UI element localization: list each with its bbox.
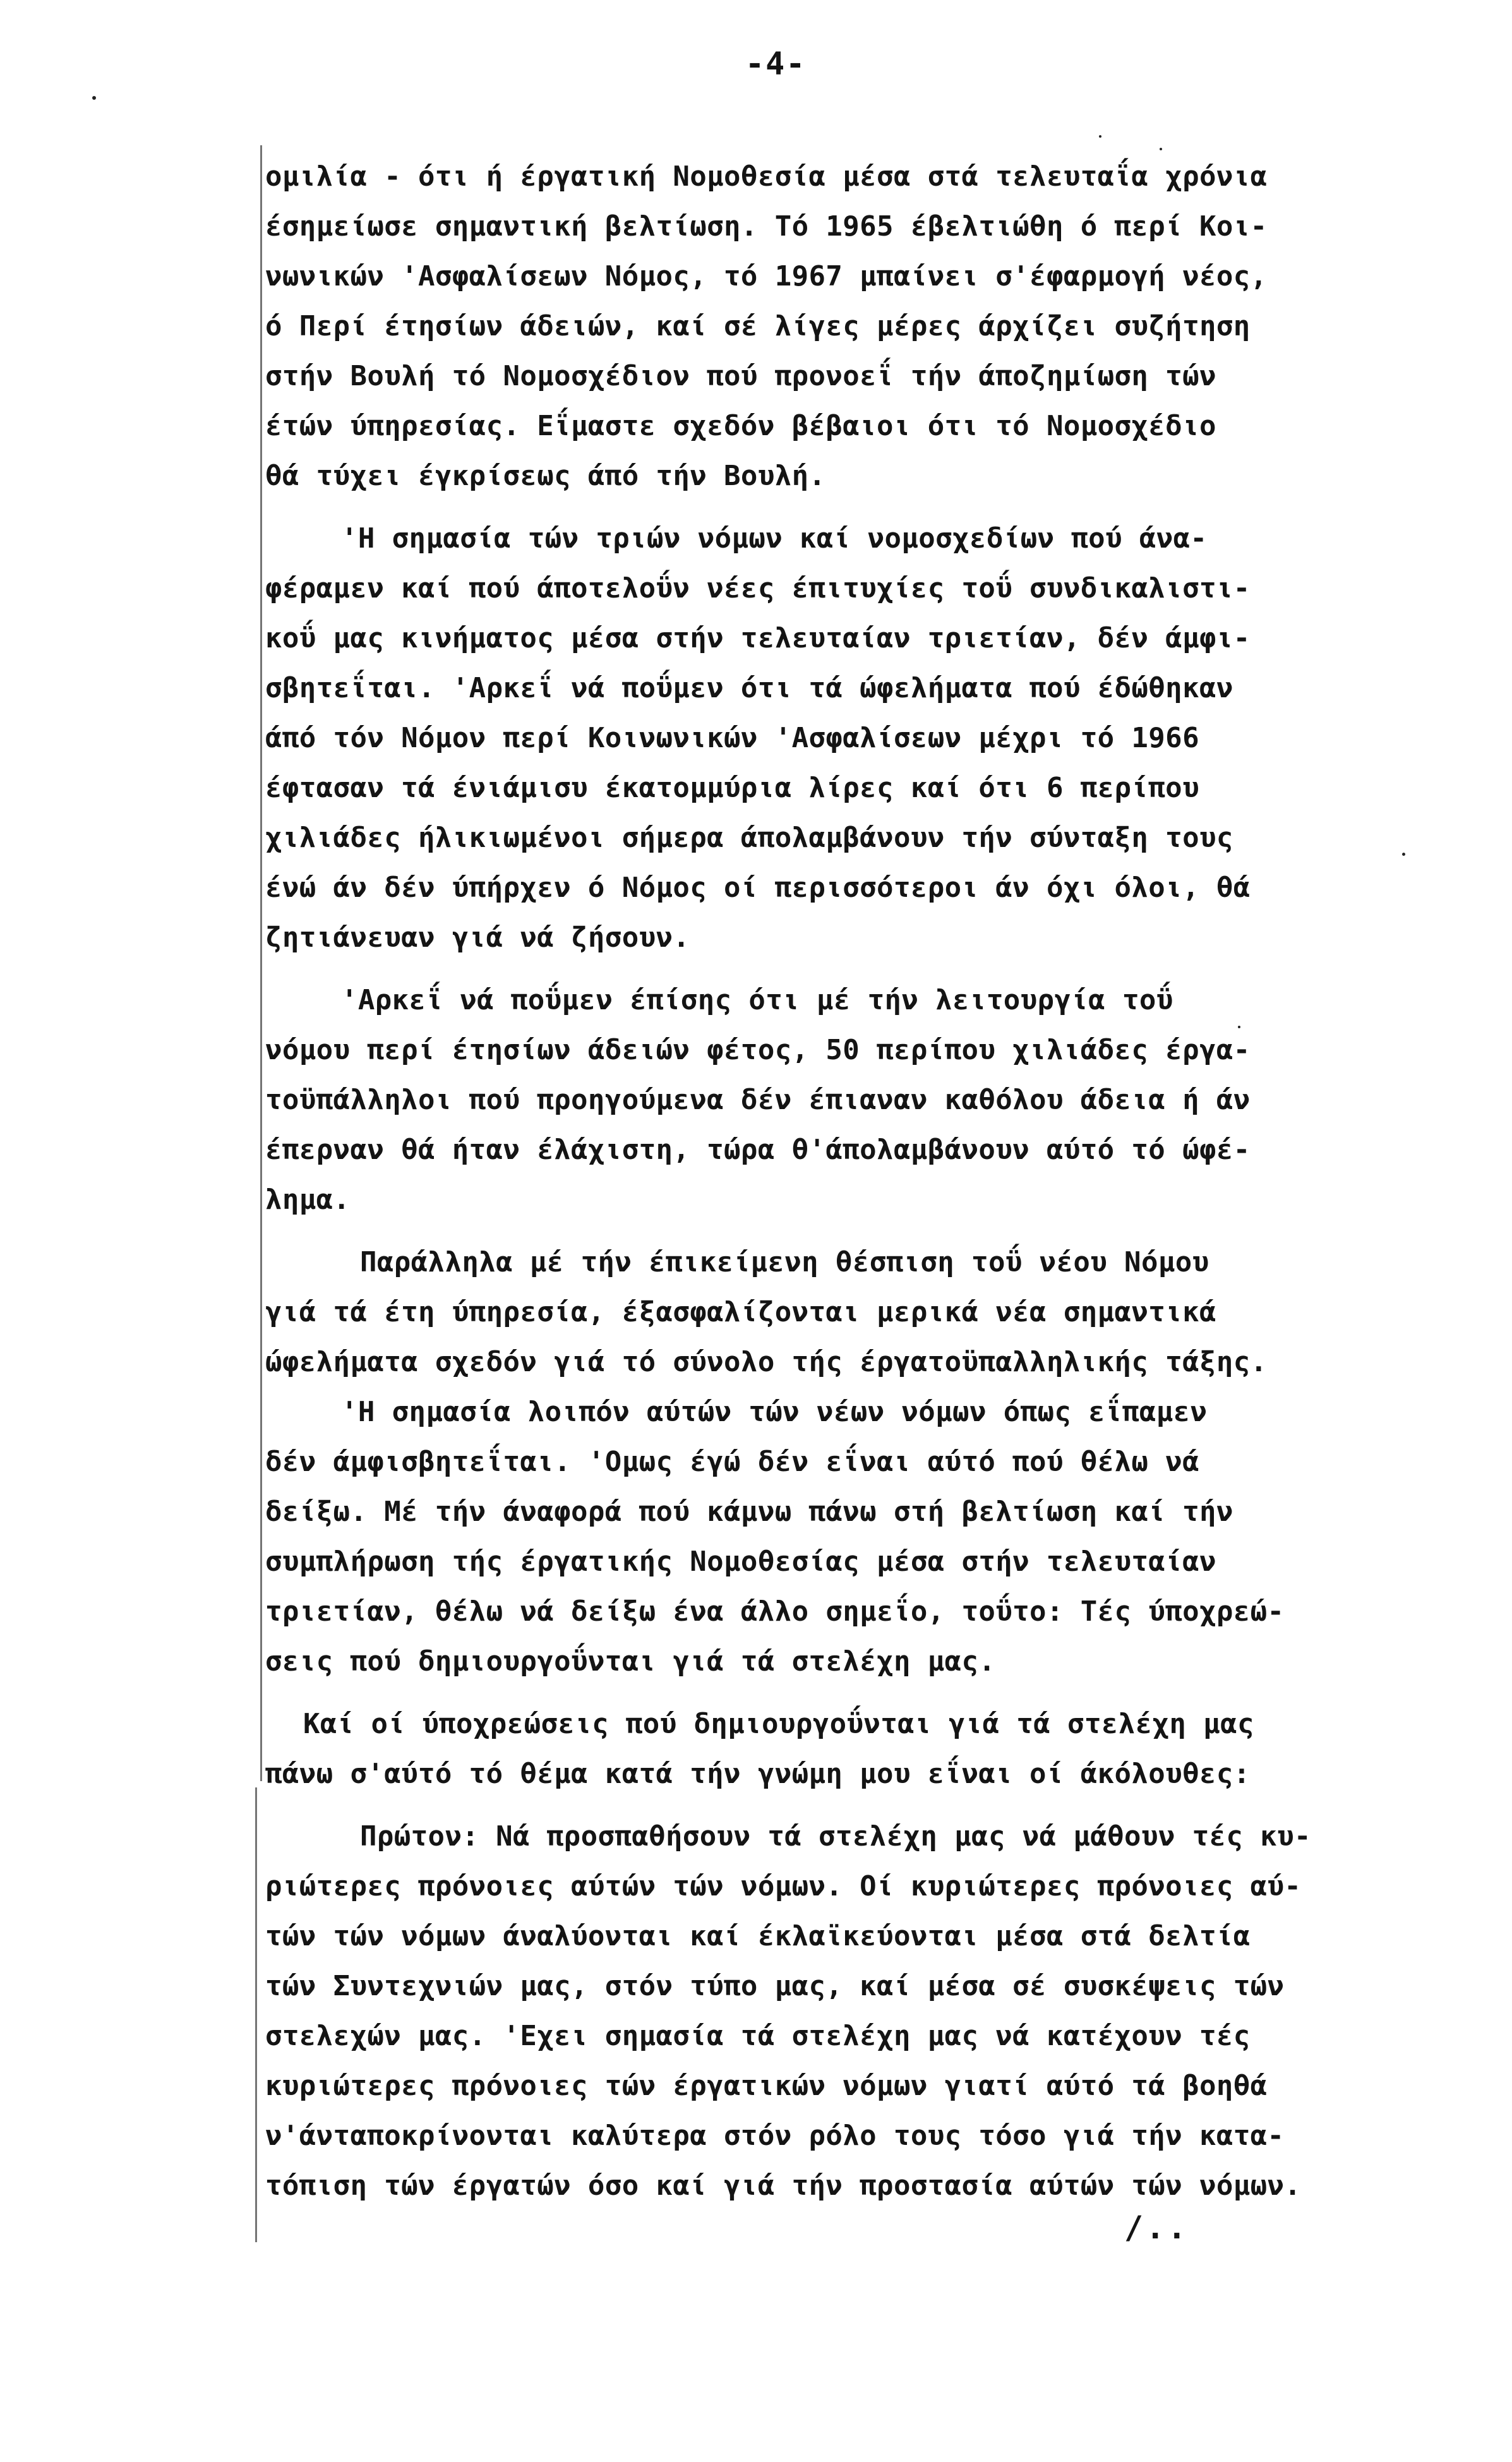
- text-line: έφτασαν τά ένιάμισυ έκατομμύρια λίρες καί ότι 6 περίπου: [265, 772, 1199, 804]
- text-line: Πρώτον: Νά προσπαθήσουν τά στελέχη μας νά μάθουν τές κυ-: [360, 1820, 1311, 1853]
- text-line: πάνω σ'αύτό τό θέμα κατά τήν γνώμη μου εΐναι οί άκόλουθες:: [265, 1758, 1251, 1790]
- text-line: κοΰ μας κινήματος μέσα στήν τελευταίαν τριετίαν, δέν άμφι-: [265, 622, 1251, 654]
- text-line: τών Συντεχνιών μας, στόν τύπο μας, καί μέσα σέ συσκέψεις τών: [265, 1970, 1285, 2002]
- text-line: χιλιάδες ήλικιωμένοι σήμερα άπολαμβάνουν τήν σύνταξη τους: [265, 822, 1233, 854]
- text-line: τοϋπάλληλοι πού προηγούμενα δέν έπιαναν καθόλου άδεια ή άν: [265, 1084, 1251, 1116]
- text-line: 'Η σημασία λοιπόν αύτών τών νέων νόμων όπως εΐπαμεν: [341, 1396, 1208, 1428]
- paragraph: [265, 1699, 1427, 1799]
- text-line: ν'άνταποκρίνονται καλύτερα στόν ρόλο τους τόσο γιά τήν κατα-: [265, 2120, 1285, 2152]
- paragraph: [265, 1237, 1427, 1387]
- text-line: στελεχών μας. 'Εχει σημασία τά στελέχη μας νά κατέχουν τές: [265, 2020, 1251, 2052]
- text-line: Καί οί ύποχρεώσεις πού δημιουργοΰνται γιά τά στελέχη μας: [303, 1708, 1254, 1740]
- continuation-mark: /..: [1124, 2209, 1189, 2246]
- text-line: σεις πού δημιουργοΰνται γιά τά στελέχη μας.: [265, 1645, 996, 1678]
- text-line: άπό τόν Νόμον περί Κοινωνικών 'Ασφαλίσεων μέχρι τό 1966: [265, 722, 1199, 754]
- text-line: έπερναν θά ήταν έλάχιστη, τώρα θ'άπολαμβάνουν αύτό τό ώφέ-: [265, 1134, 1251, 1166]
- margin-rule-lower: [255, 1787, 257, 2242]
- text-line: συμπλήρωση τής έργατικής Νομοθεσίας μέσα στήν τελευταίαν: [265, 1546, 1216, 1578]
- text-line: ένώ άν δέν ύπήρχεν ό Νόμος οί περισσότεροι άν όχι όλοι, θά: [265, 872, 1251, 904]
- text-line: φέραμεν καί πού άποτελοΰν νέες έπιτυχίες τοΰ συνδικαλιστι-: [265, 572, 1251, 604]
- paragraph: [265, 513, 1427, 963]
- text-line: 'Η σημασία τών τριών νόμων καί νομοσχεδίων πού άνα-: [341, 522, 1208, 555]
- body-text: [265, 152, 1427, 2211]
- paragraph: [265, 975, 1427, 1225]
- text-line: Παράλληλα μέ τήν έπικείμενη θέσπιση τοΰ νέου Νόμου: [360, 1246, 1209, 1278]
- paragraph: [265, 1811, 1427, 2211]
- text-line: έσημείωσε σημαντική βελτίωση. Τό 1965 έβελτιώθη ό περί Κοι-: [265, 210, 1268, 243]
- text-line: ζητιάνευαν γιά νά ζήσουν.: [265, 922, 690, 954]
- margin-rule: [260, 145, 262, 1781]
- page-number: -4-: [745, 45, 807, 82]
- scan-speck: [1160, 148, 1162, 150]
- paragraph: [265, 1387, 1427, 1686]
- text-line: λημα.: [265, 1184, 351, 1216]
- text-line: σβητεΐται. 'Αρκεΐ νά ποΰμεν ότι τά ώφελήματα πού έδώθηκαν: [265, 672, 1233, 704]
- scan-speck: [92, 96, 96, 100]
- text-line: τόπιση τών έργατών όσο καί γιά τήν προστασία αύτών τών νόμων.: [265, 2170, 1302, 2202]
- text-line: γιά τά έτη ύπηρεσία, έξασφαλίζονται μερικά νέα σημαντικά: [265, 1296, 1216, 1328]
- text-line: νόμου περί έτησίων άδειών φέτος, 50 περίπου χιλιάδες έργα-: [265, 1034, 1251, 1066]
- text-line: δείξω. Μέ τήν άναφορά πού κάμνω πάνω στή βελτίωση καί τήν: [265, 1496, 1233, 1528]
- text-line: ριώτερες πρόνοιες αύτών τών νόμων. Οί κυριώτερες πρόνοιες αύ-: [265, 1870, 1302, 1902]
- text-line: θά τύχει έγκρίσεως άπό τήν Βουλή.: [265, 460, 826, 492]
- text-line: έτών ύπηρεσίας. Εΐμαστε σχεδόν βέβαιοι ότι τό Νομοσχέδιο: [265, 410, 1216, 442]
- text-line: νωνικών 'Ασφαλίσεων Νόμος, τό 1967 μπαίνει σ'έφαρμογή νέος,: [265, 260, 1268, 292]
- paragraph: [265, 152, 1427, 501]
- text-line: τών τών νόμων άναλύονται καί έκλαϊκεύονται μέσα στά δελτία: [265, 1920, 1251, 1952]
- text-line: τριετίαν, θέλω νά δείξω ένα άλλο σημεΐο, τοΰτο: Τές ύποχρεώ-: [265, 1595, 1285, 1628]
- text-line: στήν Βουλή τό Νομοσχέδιον πού προνοεΐ τήν άποζημίωση τών: [265, 360, 1216, 392]
- text-line: ώφελήματα σχεδόν γιά τό σύνολο τής έργατοϋπαλληλικής τάξης.: [265, 1346, 1268, 1378]
- text-line: δέν άμφισβητεΐται. 'Ομως έγώ δέν εΐναι αύτό πού θέλω νά: [265, 1446, 1199, 1478]
- text-line: κυριώτερες πρόνοιες τών έργατικών νόμων γιατί αύτό τά βοηθά: [265, 2070, 1268, 2102]
- text-line: ό Περί έτησίων άδειών, καί σέ λίγες μέρες άρχίζει συζήτηση: [265, 310, 1251, 342]
- text-line: ομιλία - ότι ή έργατική Νομοθεσία μέσα στά τελευταΐα χρόνια: [265, 160, 1268, 193]
- scan-speck: [1099, 135, 1101, 138]
- text-line: 'Αρκεΐ νά ποΰμεν έπίσης ότι μέ τήν λειτουργία τοΰ: [341, 984, 1173, 1016]
